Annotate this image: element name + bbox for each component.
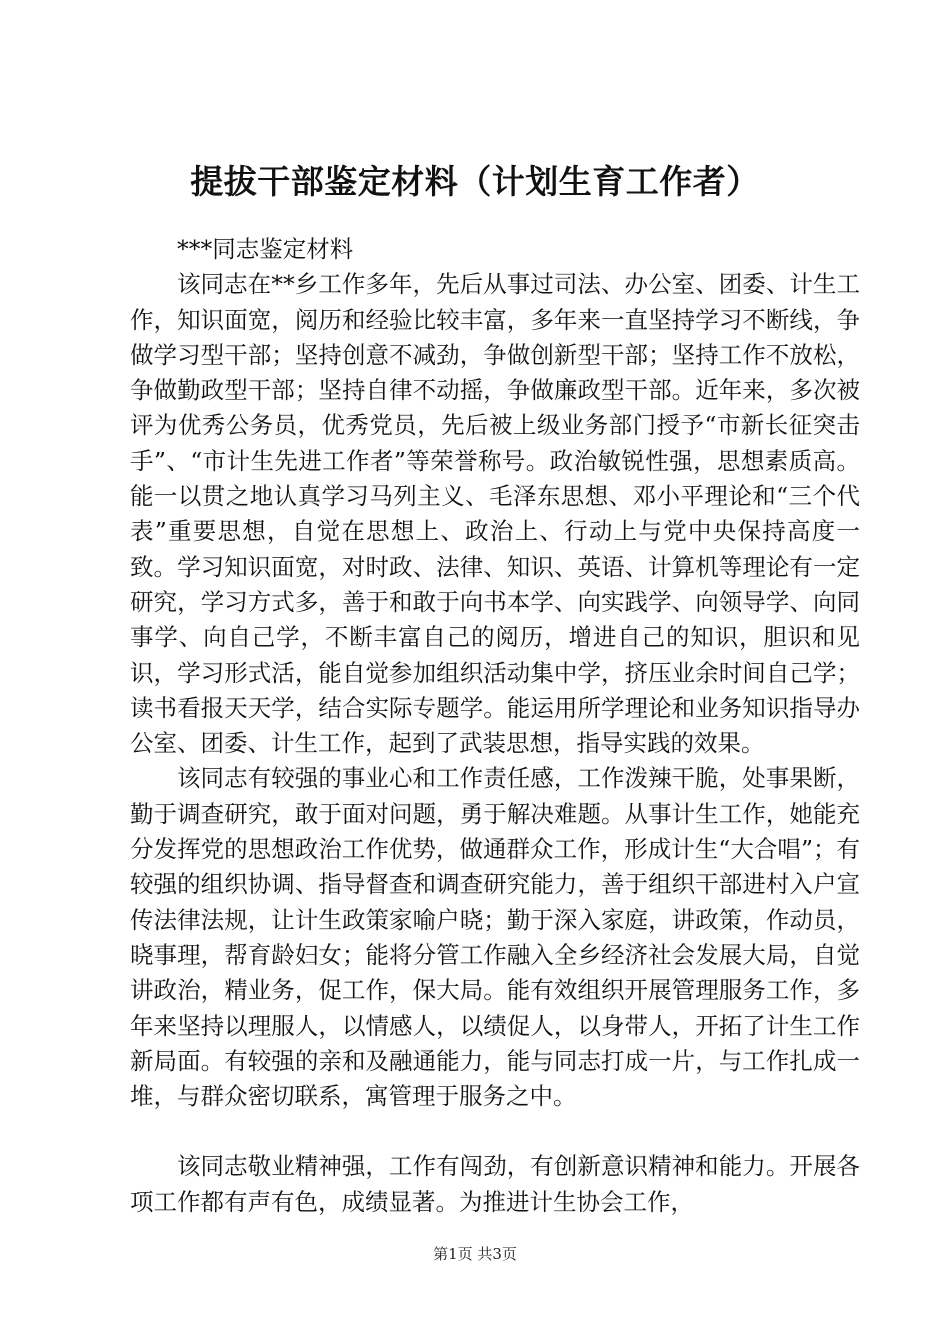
document-body [130, 232, 860, 1220]
paragraph-2: 该同志有较强的事业心和工作责任感，工作泼辣干脆，处事果断，勤于调查研究，敢于面对问题，勇于解决难题。从事计生工作，她能充分发挥党的思想政治工作优势，做通群众工作，形成计生“大合唱”；有较强的组织协调、指导督查和调查研究能力，善于组织干部进村入户宣传法律法规，让计生政策家喻户晓；勤于深入家庭，讲政策，作动员，晓事理，帮育龄妇女；能将分管工作融入全乡经济社会发展大局，自觉讲政治，精业务，促工作，保大局。能有效组织开展管理服务工作，多年来坚持以理服人，以情感人，以绩促人，以身带人，开拓了计生工作新局面。有较强的亲和及融通能力，能与同志打成一片，与工作扎成一堆，与群众密切联系，寓管理于服务之中。 [130, 764, 860, 1111]
document-subtitle: ***同志鉴定材料 [177, 235, 354, 263]
paragraph-3: 该同志敬业精神强，工作有闯劲，有创新意识精神和能力。开展各项工作都有声有色，成绩显著。为推进计生协会工作， [130, 1152, 860, 1216]
document-title: 提拔干部鉴定材料（计划生育工作者） [190, 162, 760, 201]
paragraph-1: 该同志在**乡工作多年，先后从事过司法、办公室、团委、计生工作，知识面宽，阅历和经验比较丰富，多年来一直坚持学习不断线，争做学习型干部；坚持创意不减劲，争做创新型干部；坚持工作不放松，争做勤政型干部；坚持自律不动摇，争做廉政型干部。近年来，多次被评为优秀公务员，优秀党员，先后被上级业务部门授予“市新长征突击手”、“市计生先进工作者”等荣誉称号。政治敏锐性强，思想素质高。能一以贯之地认真学习马列主义、毛泽东思想、邓小平理论和“三个代表”重要思想，自觉在思想上、政治上、行动上与党中央保持高度一致。学习知识面宽，对时政、法律、知识、英语、计算机等理论有一定研究，学习方式多，善于和敢于向书本学、向实践学、向领导学、向同事学、向自己学，不断丰富自己的阅历，增进自己的知识，胆识和见识，学习形式活，能自觉参加组织活动集中学，挤压业余时间自己学；读书看报天天学，结合实际专题学。能运用所学理论和业务知识指导办公室、团委、计生工作，起到了武装思想，指导实践的效果。 [130, 270, 860, 758]
page-footer: 第1页 共3页 [433, 1245, 517, 1263]
